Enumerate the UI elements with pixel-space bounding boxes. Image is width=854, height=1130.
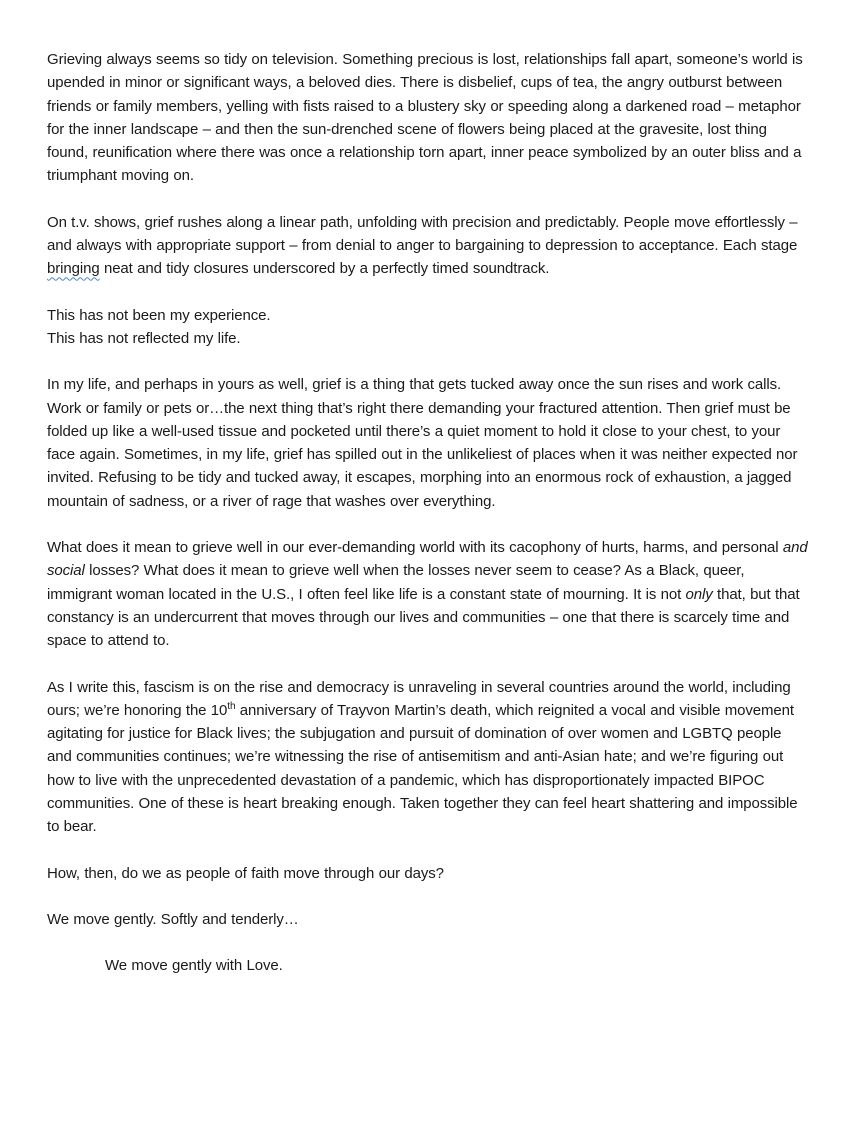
grammar-flagged-word[interactable]: bringing [47,260,100,278]
paragraph-not-my-experience[interactable] [47,304,810,351]
text-run: How, then, do we as people of faith move through our days? [47,864,444,882]
paragraph-grief-tucked-away[interactable] [47,373,810,513]
paragraph-grieve-well[interactable] [47,536,810,652]
text-run: Grieving always seems so tidy on television. Something precious is lost, relationships fall apart, someone’s world is upended in minor or significant ways, a beloved dies. There is disbelief, cups of tea, the angry outburst between friends or family members, yelling with fists raised to a blustery sky or speeding along a darkened road – metaphor for the inner landscape – and then the sun-drenched scene of flowers being placed at the gravesite, lost thing found, reunification where there was once a relationship torn apart, inner peace symbolized by an outer bliss and a triumphant moving on. [47,51,803,185]
superscript-text-run: th [227,700,236,712]
text-run: This has not reflected my life. [47,329,241,347]
italic-text-run: and social [47,539,808,580]
paragraph-we-move-gently[interactable] [47,908,810,931]
text-run: As I write this, fascism is on the rise and democracy is unraveling in several countries around the world, including ours; we’re honoring the 10 [47,678,791,719]
document-body [47,48,810,978]
italic-text-run: only [685,585,713,603]
text-run: losses? What does it mean to grieve well when the losses never seem to cease? As a Black, queer, immigrant woman located in the U.S., I often feel like life is a constant state of mourning. It is not [47,562,745,603]
paragraph-grieving-on-television[interactable] [47,48,810,188]
text-run: We move gently with Love. [105,957,283,975]
text-run: On t.v. shows, grief rushes along a linear path, unfolding with precision and predictably. People move effortlessly – and always with appropriate support – from denial to anger to bargaining to depression to acceptance. Each stage [47,213,798,255]
paragraph-people-of-faith-question[interactable] [47,862,810,885]
text-run: neat and tidy closures underscored by a perfectly timed soundtrack. [99,260,550,278]
paragraph-we-move-with-love[interactable] [47,954,810,977]
text-run: In my life, and perhaps in yours as well, grief is a thing that gets tucked away once the sun rises and work calls. Work or family or pets or…the next thing that’s right there demanding your fractured attention. Then grief must be folded up like a well-used tissue and pocketed until there’s a quiet moment to hold it close to your chest, to your face again. Sometimes, in my life, grief has spilled out in the unlikeliest of places when it was neither expected nor invited. Refusing to be tidy and tucked away, it escapes, morphing into an enormous rock of exhaustion, a jagged mountain of sadness, or a river of rage that washes over everything. [47,376,798,510]
text-run: anniversary of Trayvon Martin’s death, which reignited a vocal and visible movement agitating for justice for Black lives; the subjugation and pursuit of domination of over women and LGBTQ people and communities continues; we’re witnessing the rise of antisemitism and anti-Asian hate; and we’re figuring out how to live with the unprecedented devastation of a pandemic, which has disproportionately impacted BIPOC communities. One of these is heart breaking enough. Taken together they can feel heart shattering and impossible to bear. [47,701,798,836]
text-run: This has not been my experience. [47,306,271,324]
paragraph-as-i-write-this[interactable] [47,676,810,839]
text-run: We move gently. Softly and tenderly… [47,910,299,928]
text-run: that, but that constancy is an undercurrent that moves through our lives and communities – one that there is scarcely time and space to attend to. [47,585,800,650]
text-run: What does it mean to grieve well in our ever-demanding world with its cacophony of hurts, harms, and personal [47,539,783,557]
paragraph-tv-shows-grief[interactable] [47,211,810,281]
